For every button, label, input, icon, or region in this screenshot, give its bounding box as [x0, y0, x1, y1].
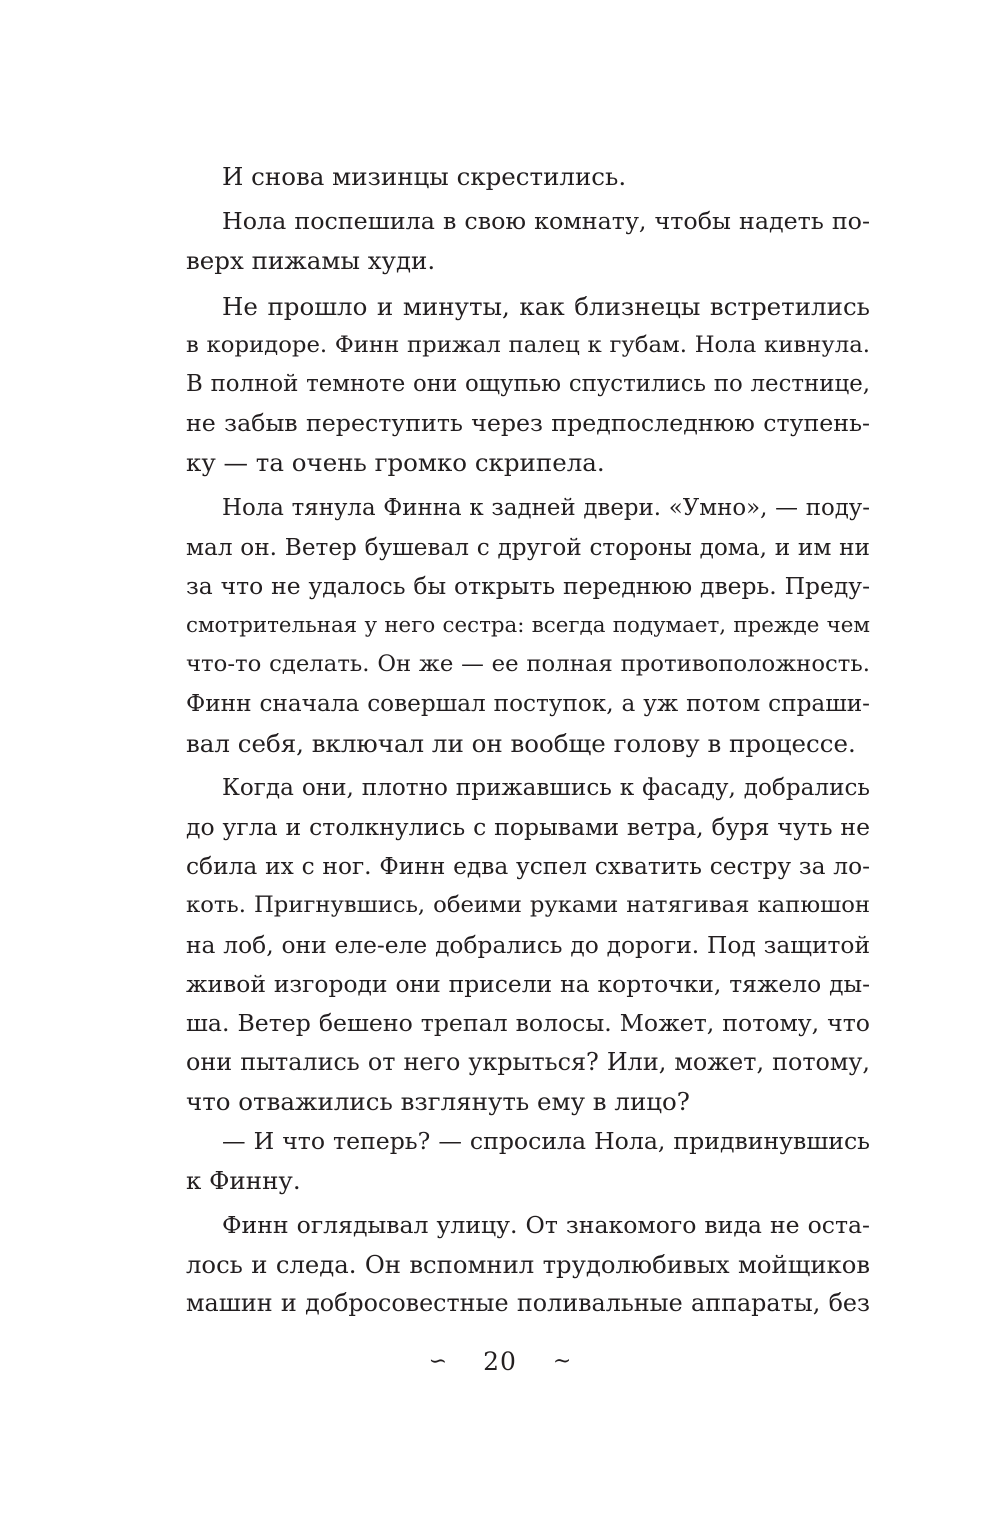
- text-line: Когда они, плотно прижавшись к фасаду, добрались: [222, 774, 870, 801]
- text-line: не забыв переступить через предпоследнюю ступень-: [186, 409, 870, 438]
- text-line: Не прошло и минуты, как близнецы встретились: [222, 291, 870, 321]
- text-line: Нола поспешила в свою комнату, чтобы надеть по-: [222, 207, 870, 236]
- text-line: мал он. Ветер бушевал с другой стороны дома, и им ни: [186, 533, 870, 561]
- text-line: за что не удалось бы открыть переднюю дверь. Преду-: [186, 571, 870, 600]
- text-line: к Финну.: [186, 1165, 301, 1195]
- ornament-right-icon: ~: [552, 1349, 572, 1374]
- text-line: лось и следа. Он вспомнил трудолюбивых мойщиков: [186, 1250, 870, 1280]
- text-line: — И что теперь? — спросила Нола, придвинувшись: [222, 1126, 870, 1155]
- body-text: [186, 157, 870, 1323]
- ornament-left-icon: ∽: [428, 1349, 448, 1374]
- text-line: живой изгороди они присели на корточки, тяжело ды-: [186, 969, 870, 998]
- text-line: до угла и столкнулись с порывами ветра, буря чуть не: [186, 813, 870, 841]
- text-line: они пытались от него укрыться? Или, может, потому,: [186, 1048, 870, 1077]
- text-line: в коридоре. Финн прижал палец к губам. Нола кивнула.: [186, 331, 870, 358]
- text-line: ша. Ветер бешено трепал волосы. Может, потому, что: [186, 1008, 870, 1037]
- text-line: машин и добросовестные поливальные аппараты, без: [186, 1289, 870, 1318]
- text-line: что отважились взглянуть ему в лицо?: [186, 1087, 690, 1117]
- text-line: смотрительная у него сестра: всегда подумает, прежде чем: [186, 613, 870, 639]
- page-footer: [0, 1345, 1000, 1376]
- text-line: на лоб, они еле-еле добрались до дороги. Под защитой: [186, 930, 870, 959]
- text-line: Финн оглядывал улицу. От знакомого вида не оста-: [222, 1210, 870, 1239]
- text-line: вал себя, включал ли он вообще голову в процессе.: [186, 728, 856, 758]
- page-number: 20: [483, 1347, 517, 1376]
- text-line: ку — та очень громко скрипела.: [186, 448, 605, 478]
- text-line: Финн сначала совершал поступок, а уж потом спраши-: [186, 690, 870, 718]
- text-line: что-то сделать. Он же — ее полная противоположность.: [186, 651, 870, 678]
- text-line: коть. Пригнувшись, обеими руками натягивая капюшон: [186, 892, 870, 919]
- text-line: сбила их с ног. Финн едва успел схватить сестру за ло-: [186, 853, 870, 881]
- text-line: Нола тянула Финна к задней двери. «Умно», — поду-: [222, 494, 870, 521]
- text-line: верх пижамы худи.: [186, 246, 436, 276]
- text-line: И снова мизинцы скрестились.: [222, 162, 627, 191]
- text-line: В полной темноте они ощупью спустились по лестнице,: [186, 370, 870, 397]
